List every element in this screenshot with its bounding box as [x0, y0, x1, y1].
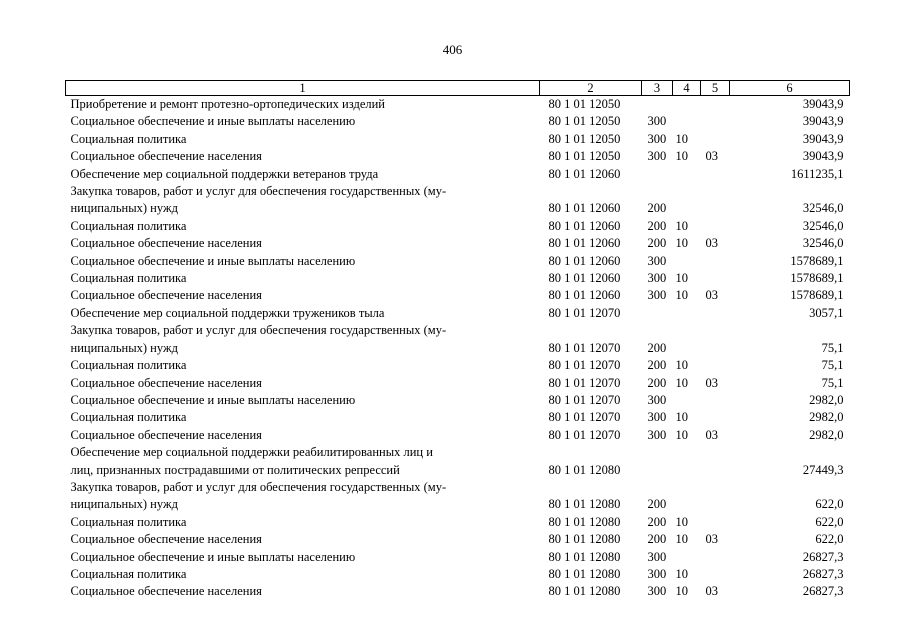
- row-code: 80 1 01 12050: [548, 97, 621, 111]
- row-col-4: [673, 305, 701, 322]
- row-col-5: [701, 96, 730, 114]
- row-col-5: [701, 131, 730, 148]
- row-name: Социальное обеспечение и иные выплаты населению: [70, 114, 356, 129]
- row-col-5: [701, 253, 730, 270]
- row-name-cell: [66, 375, 540, 392]
- row-code: 80 1 01 12050: [548, 149, 621, 164]
- row-code: 80 1 01 12070: [548, 340, 621, 355]
- row-name-cell: [66, 218, 540, 235]
- row-name: Закупка товаров, работ и услуг для обеспечения государственных (му-: [70, 479, 447, 494]
- row-col-4: 10: [675, 149, 688, 164]
- table-row: [66, 322, 850, 357]
- row-col-4: 10: [675, 358, 688, 373]
- table-row: [66, 392, 850, 409]
- row-name-cell: [66, 392, 540, 409]
- table-row: [66, 253, 850, 270]
- row-amount: 3057,1: [809, 305, 844, 320]
- row-name: Социальное обеспечение населения: [70, 532, 262, 547]
- row-col-5: [701, 444, 730, 479]
- table-row: [66, 96, 850, 114]
- row-amount: 622,0: [815, 532, 844, 547]
- row-name-cell: [66, 131, 540, 148]
- header-col-6: 6: [730, 81, 850, 96]
- row-name-cell: [66, 183, 540, 218]
- row-name: Приобретение и ремонт протезно-ортопедических изделий: [70, 97, 385, 111]
- row-name: Обеспечение мер социальной поддержки реабилитированных лиц и: [70, 445, 433, 460]
- row-col-5: 03: [705, 288, 718, 303]
- row-col-4: [673, 479, 701, 514]
- row-col-4: [673, 549, 701, 566]
- row-col-3: 200: [647, 514, 667, 529]
- table-row: [66, 531, 850, 548]
- row-name: Социальное обеспечение и иные выплаты населению: [70, 549, 356, 564]
- row-name: Закупка товаров, работ и услуг для обеспечения государственных (му-: [70, 323, 447, 338]
- table-row: [66, 270, 850, 287]
- row-name-continued: лиц, признанных пострадавшими от политических репрессий: [70, 462, 400, 477]
- row-code: 80 1 01 12070: [548, 392, 621, 407]
- row-amount: 1578689,1: [790, 271, 844, 286]
- table-row: [66, 113, 850, 130]
- row-col-5: 03: [705, 427, 718, 442]
- row-col-5: [701, 409, 730, 426]
- row-code: 80 1 01 12070: [548, 427, 621, 442]
- row-amount: 75,1: [821, 340, 844, 355]
- row-col-3: 300: [647, 392, 667, 407]
- row-amount: 39043,9: [802, 131, 844, 146]
- row-col-5: [701, 479, 730, 514]
- row-col-5: [701, 305, 730, 322]
- row-amount: 2982,0: [809, 392, 844, 407]
- header-col-3: 3: [642, 81, 673, 96]
- row-col-5: 03: [705, 375, 718, 390]
- row-code: 80 1 01 12080: [548, 532, 621, 547]
- row-name: Социальная политика: [70, 410, 187, 425]
- row-name-cell: [66, 322, 540, 357]
- row-col-4: 10: [675, 410, 688, 425]
- row-code: 80 1 01 12080: [548, 514, 621, 529]
- row-amount: 39043,9: [802, 97, 844, 111]
- table-row: [66, 583, 850, 600]
- row-name-cell: [66, 583, 540, 600]
- row-col-4: [673, 183, 701, 218]
- header-col-4: 4: [673, 81, 701, 96]
- row-name: Социальное обеспечение населения: [70, 584, 262, 599]
- row-name-continued: ниципальных) нужд: [70, 201, 178, 216]
- row-name-cell: [66, 113, 540, 130]
- row-col-4: 10: [675, 271, 688, 286]
- row-col-3: 300: [647, 410, 667, 425]
- row-col-4: [673, 444, 701, 479]
- row-col-3: [642, 96, 673, 114]
- row-name: Социальное обеспечение населения: [70, 427, 262, 442]
- row-col-4: 10: [675, 532, 688, 547]
- row-name-cell: [66, 357, 540, 374]
- row-col-3: 200: [647, 340, 667, 355]
- row-col-5: [701, 549, 730, 566]
- row-name: Социальная политика: [70, 514, 187, 529]
- row-name-continued: ниципальных) нужд: [70, 497, 178, 512]
- row-col-3: 200: [647, 236, 667, 251]
- row-name: Социальная политика: [70, 271, 187, 286]
- table-row: [66, 375, 850, 392]
- table-row: [66, 218, 850, 235]
- row-col-5: [701, 357, 730, 374]
- row-col-3: 300: [647, 114, 667, 129]
- row-code: 80 1 01 12060: [548, 288, 621, 303]
- row-name-cell: [66, 566, 540, 583]
- row-name: Социальное обеспечение населения: [70, 375, 262, 390]
- table-row: [66, 514, 850, 531]
- row-col-3: 200: [647, 358, 667, 373]
- row-code: 80 1 01 12080: [548, 497, 621, 512]
- row-code: 80 1 01 12060: [548, 218, 621, 233]
- row-code: 80 1 01 12050: [548, 131, 621, 146]
- row-amount: 1611235,1: [790, 166, 844, 181]
- row-name: Социальная политика: [70, 358, 187, 373]
- row-amount: 622,0: [815, 497, 844, 512]
- row-col-5: [701, 183, 730, 218]
- table-row: [66, 166, 850, 183]
- row-name: Социальное обеспечение населения: [70, 288, 262, 303]
- table-header-row: [66, 81, 850, 96]
- row-col-4: 10: [675, 584, 688, 599]
- row-code: 80 1 01 12060: [548, 236, 621, 251]
- row-name: Социальная политика: [70, 566, 187, 581]
- row-col-3: [642, 166, 673, 183]
- table-body: [66, 96, 850, 601]
- row-amount: 1578689,1: [790, 253, 844, 268]
- table-row: [66, 444, 850, 479]
- row-name-continued: ниципальных) нужд: [70, 340, 178, 355]
- row-amount: 622,0: [815, 514, 844, 529]
- row-col-4: 10: [675, 427, 688, 442]
- row-name-cell: [66, 531, 540, 548]
- row-amount: 26827,3: [802, 549, 844, 564]
- row-col-4: 10: [675, 375, 688, 390]
- row-col-4: 10: [675, 131, 688, 146]
- row-amount: 1578689,1: [790, 288, 844, 303]
- table-row: [66, 131, 850, 148]
- row-name-cell: [66, 409, 540, 426]
- row-col-5: [701, 270, 730, 287]
- row-code: 80 1 01 12070: [548, 358, 621, 373]
- table-row: [66, 148, 850, 165]
- row-col-4: [673, 96, 701, 114]
- table-row: [66, 549, 850, 566]
- row-code: 80 1 01 12060: [548, 201, 621, 216]
- row-col-3: 300: [647, 131, 667, 146]
- row-name: Социальное обеспечение населения: [70, 236, 262, 251]
- row-col-3: 200: [647, 375, 667, 390]
- row-code: 80 1 01 12080: [548, 566, 621, 581]
- row-name-cell: [66, 270, 540, 287]
- row-col-4: 10: [675, 566, 688, 581]
- row-col-3: 200: [647, 218, 667, 233]
- table-row: [66, 409, 850, 426]
- row-col-3: 200: [647, 497, 667, 512]
- row-name-cell: [66, 479, 540, 514]
- row-col-5: [701, 166, 730, 183]
- row-col-4: [673, 113, 701, 130]
- row-col-4: 10: [675, 514, 688, 529]
- row-col-4: [673, 253, 701, 270]
- row-code: 80 1 01 12050: [548, 114, 621, 129]
- row-name: Обеспечение мер социальной поддержки тружеников тыла: [70, 305, 385, 320]
- header-col-5: 5: [701, 81, 730, 96]
- row-code: 80 1 01 12060: [548, 253, 621, 268]
- row-col-5: [701, 218, 730, 235]
- row-amount: 32546,0: [802, 236, 844, 251]
- page-number: 406: [442, 42, 463, 57]
- row-col-4: 10: [675, 288, 688, 303]
- row-name: Обеспечение мер социальной поддержки ветеранов труда: [70, 166, 379, 181]
- row-name-cell: [66, 549, 540, 566]
- row-code: 80 1 01 12070: [548, 305, 621, 320]
- row-col-3: 300: [647, 549, 667, 564]
- row-col-3: 300: [647, 253, 667, 268]
- row-name: Социальная политика: [70, 218, 187, 233]
- row-code: 80 1 01 12080: [548, 462, 621, 477]
- row-col-3: 300: [647, 271, 667, 286]
- row-code: 80 1 01 12070: [548, 375, 621, 390]
- row-amount: 27449,3: [802, 462, 844, 477]
- header-col-1: 1: [66, 81, 540, 96]
- row-amount: 26827,3: [802, 566, 844, 581]
- row-name-cell: [66, 427, 540, 444]
- row-col-5: [701, 113, 730, 130]
- table-row: [66, 305, 850, 322]
- table-row: [66, 183, 850, 218]
- row-col-4: [673, 166, 701, 183]
- row-code: 80 1 01 12080: [548, 584, 621, 599]
- row-name-cell: [66, 148, 540, 165]
- row-name-cell: [66, 253, 540, 270]
- row-col-5: [701, 322, 730, 357]
- row-amount: 26827,3: [802, 584, 844, 599]
- row-amount: 2982,0: [809, 427, 844, 442]
- row-col-4: 10: [675, 218, 688, 233]
- row-amount: 39043,9: [802, 149, 844, 164]
- header-col-2: 2: [540, 81, 642, 96]
- row-col-3: 300: [647, 427, 667, 442]
- row-name: Закупка товаров, работ и услуг для обеспечения государственных (му-: [70, 184, 447, 199]
- table-row: [66, 235, 850, 252]
- row-amount: 75,1: [821, 358, 844, 373]
- row-name: Социальное обеспечение и иные выплаты населению: [70, 392, 356, 407]
- table-row: [66, 287, 850, 304]
- row-col-3: 300: [647, 288, 667, 303]
- row-col-3: 300: [647, 149, 667, 164]
- row-amount: 2982,0: [809, 410, 844, 425]
- row-code: 80 1 01 12060: [548, 166, 621, 181]
- row-code: 80 1 01 12060: [548, 271, 621, 286]
- table-row: [66, 427, 850, 444]
- table-row: [66, 566, 850, 583]
- row-name-cell: [66, 514, 540, 531]
- row-col-3: 300: [647, 584, 667, 599]
- row-col-5: [701, 566, 730, 583]
- row-amount: 32546,0: [802, 201, 844, 216]
- row-name-cell: [66, 444, 540, 479]
- budget-table: [65, 80, 850, 601]
- row-col-5: 03: [705, 584, 718, 599]
- row-name-cell: [66, 287, 540, 304]
- row-col-5: [701, 514, 730, 531]
- row-name: Социальная политика: [70, 131, 187, 146]
- row-col-3: [642, 305, 673, 322]
- row-col-3: 200: [647, 532, 667, 547]
- row-col-4: 10: [675, 236, 688, 251]
- row-amount: 75,1: [821, 375, 844, 390]
- row-col-5: 03: [705, 149, 718, 164]
- row-col-3: 300: [647, 566, 667, 581]
- row-amount: 39043,9: [802, 114, 844, 129]
- row-name-cell: [66, 305, 540, 322]
- row-col-4: [673, 322, 701, 357]
- row-name-cell: [66, 235, 540, 252]
- table-row: [66, 479, 850, 514]
- row-name-cell: [66, 166, 540, 183]
- row-col-4: [673, 392, 701, 409]
- row-col-5: 03: [705, 532, 718, 547]
- row-code: 80 1 01 12070: [548, 410, 621, 425]
- row-amount: 32546,0: [802, 218, 844, 233]
- row-name: Социальное обеспечение и иные выплаты населению: [70, 253, 356, 268]
- row-col-5: [701, 392, 730, 409]
- row-col-5: 03: [705, 236, 718, 251]
- row-name: Социальное обеспечение населения: [70, 149, 262, 164]
- row-code: 80 1 01 12080: [548, 549, 621, 564]
- row-name-cell: [66, 96, 540, 114]
- table-row: [66, 357, 850, 374]
- row-col-3: [642, 444, 673, 479]
- row-col-3: 200: [647, 201, 667, 216]
